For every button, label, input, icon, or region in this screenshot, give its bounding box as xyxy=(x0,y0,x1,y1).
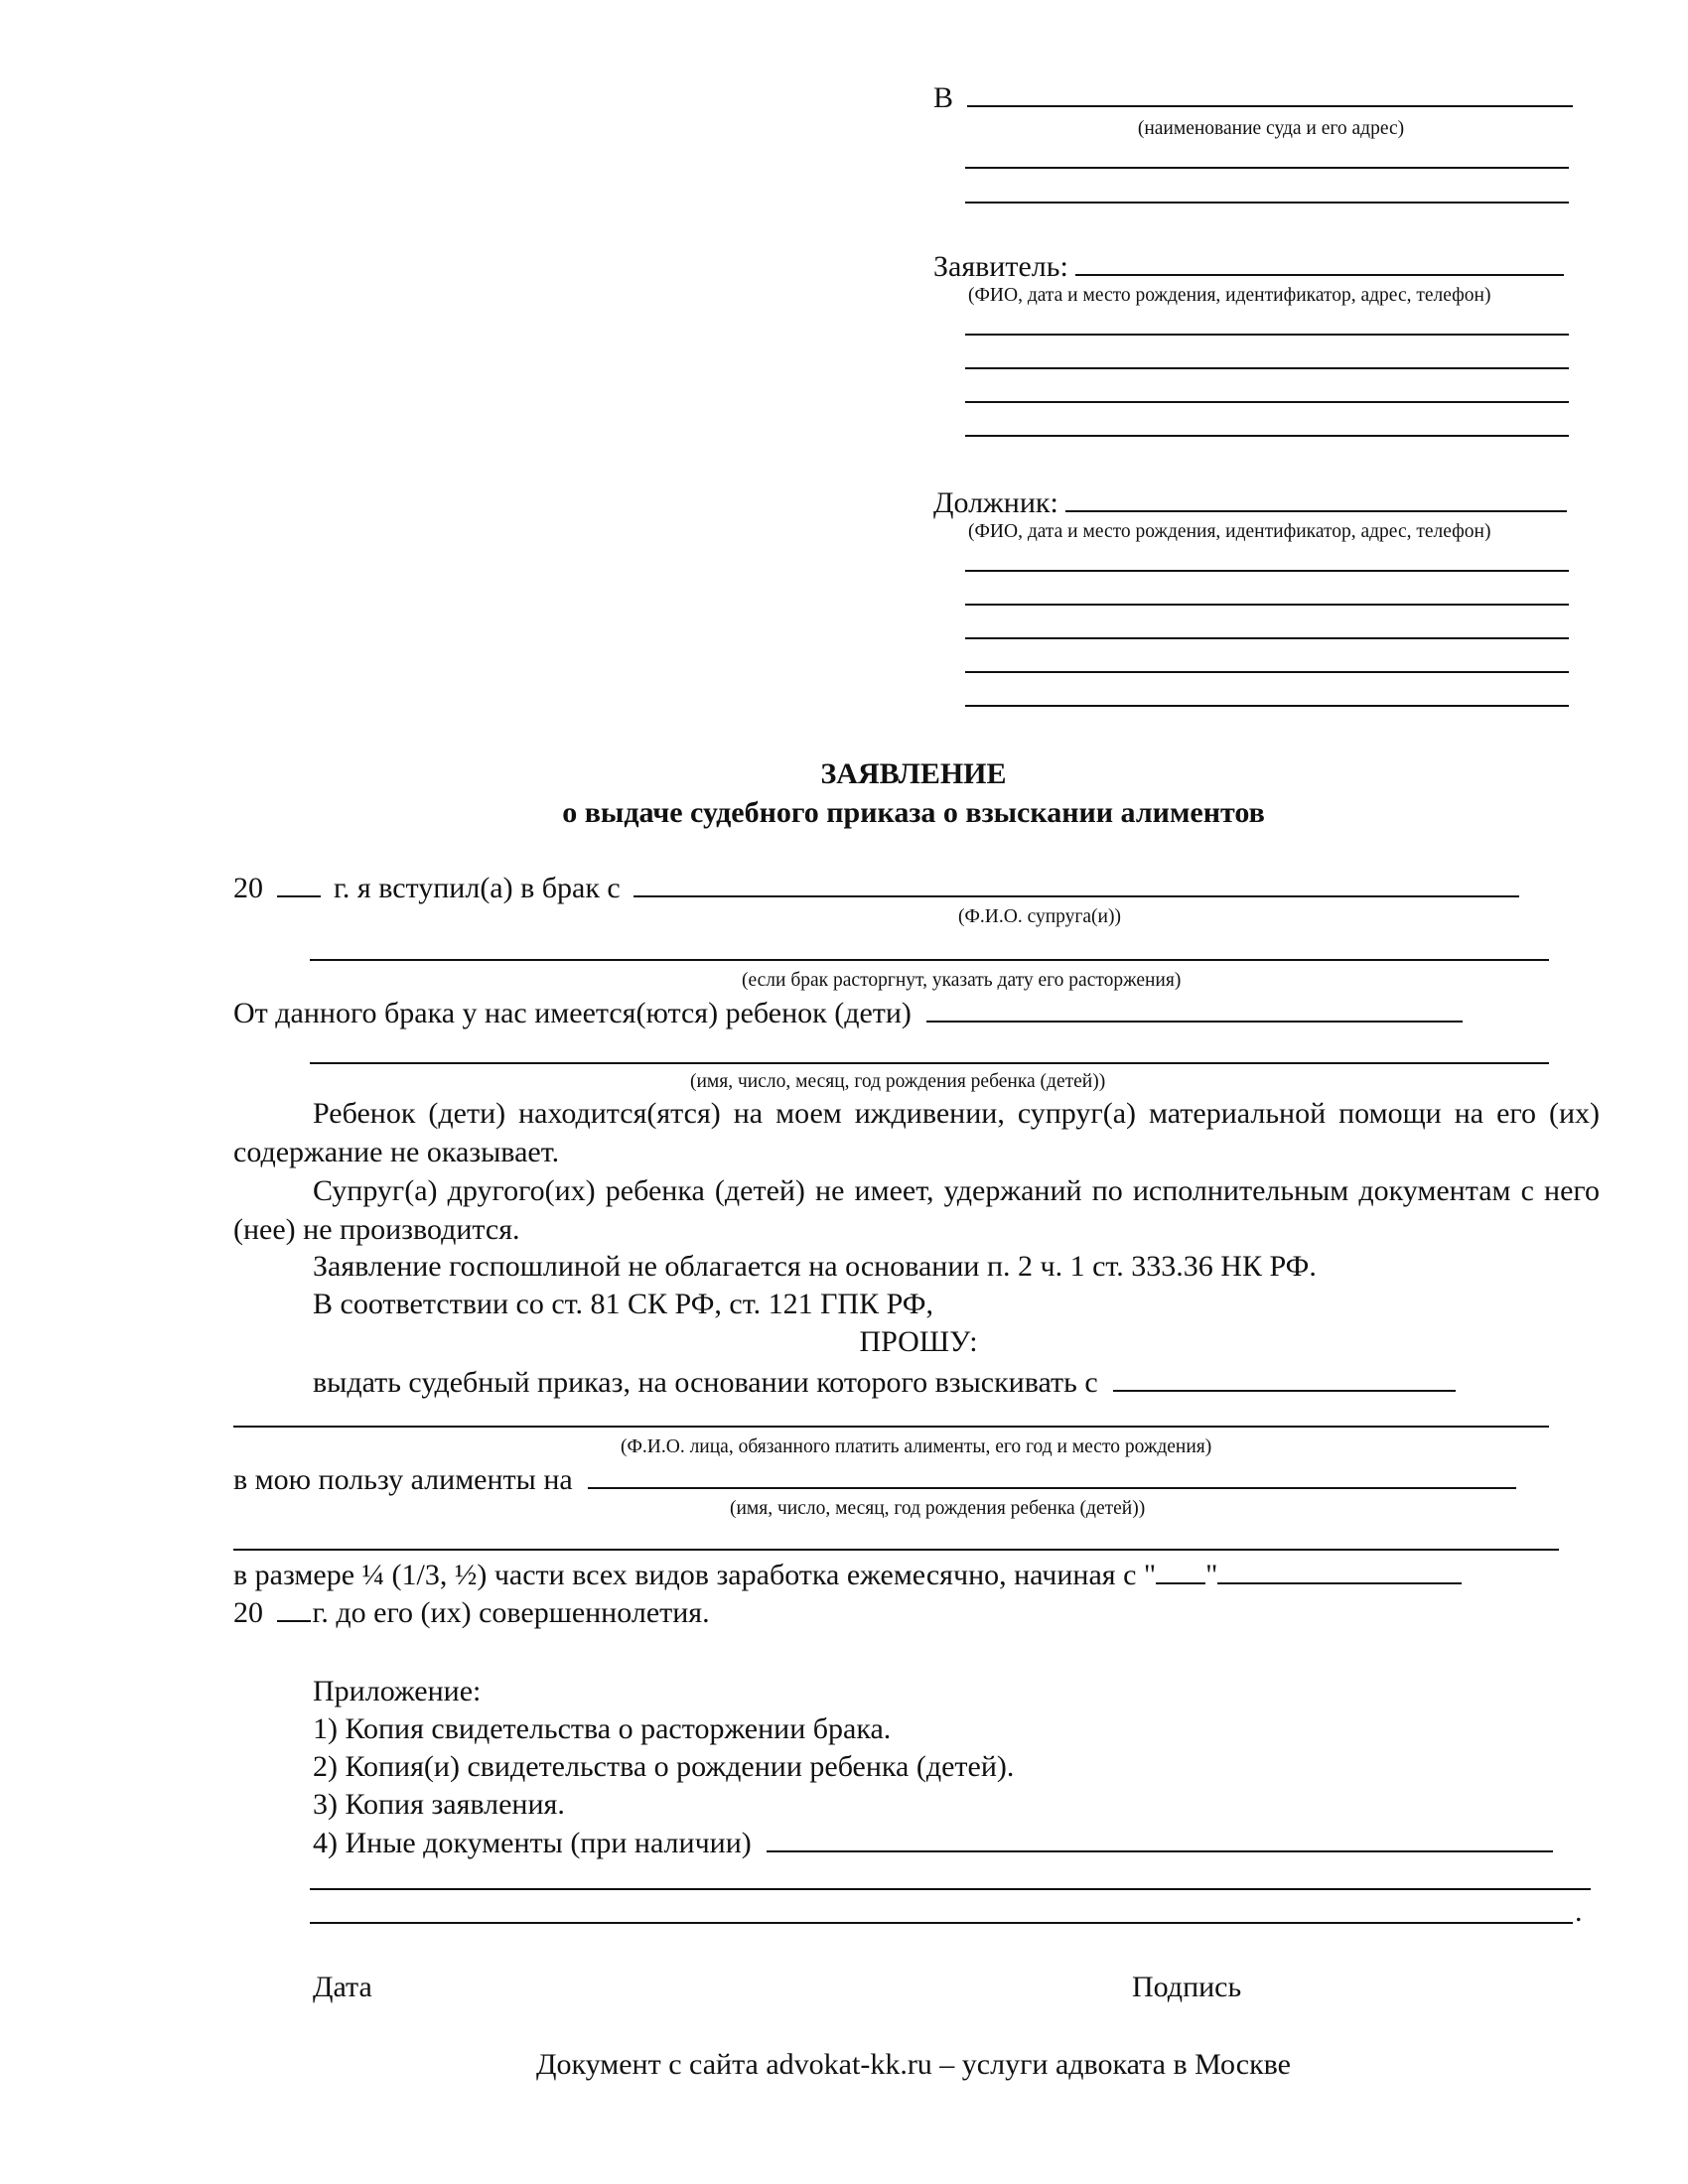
year-line-text: г. до его (их) совершеннолетия. xyxy=(312,1596,710,1629)
paragraph-fee: Заявление госпошлиной не облагается на основании п. 2 ч. 1 ст. 333.36 НК РФ. xyxy=(313,1250,1317,1283)
court-field[interactable] xyxy=(967,79,1573,107)
court-caption: (наименование суда и его адрес) xyxy=(1137,118,1405,139)
footer-source: Документ с сайта advokat-kk.ru – услуги адвоката в Москве xyxy=(536,2048,1291,2081)
debtor-label: Должник: xyxy=(933,486,1058,519)
applicant-line-2[interactable] xyxy=(965,367,1569,369)
start-day-field[interactable] xyxy=(1156,1557,1205,1584)
children-text: От данного брака у нас имеется(ются) ребенок (дети) xyxy=(233,997,912,1029)
court-address-line-1[interactable] xyxy=(965,167,1569,169)
paragraph-law: В соответствии со ст. 81 СК РФ, ст. 121 ГПК РФ, xyxy=(313,1288,933,1320)
spouse-name-field[interactable] xyxy=(633,870,1519,897)
alimony-child-field[interactable] xyxy=(588,1461,1516,1489)
paragraph-no-other: Супруг(а) другого(их) ребенка (детей) не имеет, удержаний по исполнительным документам с него (нее) не производится. xyxy=(233,1174,1600,1246)
debtor-line-1[interactable] xyxy=(965,570,1569,572)
obligor-line-2[interactable] xyxy=(233,1426,1549,1428)
alimony-text: в мою пользу алименты на xyxy=(233,1463,573,1496)
other-documents-line-2[interactable] xyxy=(310,1888,1591,1890)
attachment-item-3: 3) Копия заявления. xyxy=(313,1788,565,1821)
applicant-field[interactable] xyxy=(1075,248,1564,276)
document-subtitle: о выдаче судебного приказа о взыскании алиментов xyxy=(562,796,1265,829)
start-month-field[interactable] xyxy=(1217,1557,1462,1584)
amount-line xyxy=(233,1557,1462,1593)
request-line xyxy=(313,1364,1456,1401)
marriage-line xyxy=(233,870,1519,906)
children-line-2[interactable] xyxy=(310,1062,1549,1064)
debtor-caption: (ФИО, дата и место рождения, идентификатор, адрес, телефон) xyxy=(968,521,1491,542)
debtor-line-2[interactable] xyxy=(965,604,1569,606)
request-text: выдать судебный приказ, на основании которого взыскивать с xyxy=(313,1366,1098,1399)
applicant-label: Заявитель: xyxy=(933,250,1068,283)
attachment-item-2: 2) Копия(и) свидетельства о рождении ребенка (детей). xyxy=(313,1750,1015,1783)
year-line xyxy=(233,1594,710,1631)
amount-text: в размере ¼ (1/3, ½) части всех видов заработка ежемесячно, начиная с " xyxy=(233,1559,1157,1591)
debtor-line-5[interactable] xyxy=(965,705,1569,707)
obligor-field[interactable] xyxy=(1113,1364,1456,1392)
other-documents-period: . xyxy=(1575,1895,1583,1928)
document-title: ЗАЯВЛЕНИЕ xyxy=(820,757,1007,790)
court-address-line-2[interactable] xyxy=(965,202,1569,204)
court-prefix: В xyxy=(933,81,954,114)
alimony-line xyxy=(233,1461,1516,1498)
divorce-caption: (если брак расторгнут, указать дату его расторжения) xyxy=(742,970,1182,991)
applicant-line xyxy=(933,248,1564,285)
year-line-prefix: 20 xyxy=(233,1596,263,1629)
amount-quote-close: " xyxy=(1205,1559,1218,1591)
obligor-caption: (Ф.И.О. лица, обязанного платить алименты, его год и место рождения) xyxy=(621,1436,1212,1457)
alimony-line-2[interactable] xyxy=(233,1549,1559,1551)
signature-label: Подпись xyxy=(1132,1971,1242,2003)
children-field[interactable] xyxy=(926,995,1463,1023)
date-label: Дата xyxy=(313,1971,372,2003)
debtor-line-4[interactable] xyxy=(965,671,1569,673)
attachment-item-1: 1) Копия свидетельства о расторжении брака. xyxy=(313,1712,892,1745)
debtor-line xyxy=(933,484,1567,521)
spouse-caption: (Ф.И.О. супруга(и)) xyxy=(958,906,1121,927)
attachments-heading: Приложение: xyxy=(313,1675,482,1707)
applicant-line-3[interactable] xyxy=(965,401,1569,403)
other-documents-line-3[interactable] xyxy=(310,1922,1573,1924)
request-heading: ПРОШУ: xyxy=(859,1325,978,1358)
alimony-child-caption: (имя, число, месяц, год рождения ребенка (детей)) xyxy=(730,1498,1146,1519)
marriage-year-field[interactable] xyxy=(277,870,321,897)
marriage-text: г. я вступил(а) в брак с xyxy=(334,872,621,904)
marriage-year-prefix: 20 xyxy=(233,872,263,904)
debtor-line-3[interactable] xyxy=(965,637,1569,639)
court-line xyxy=(933,79,1573,116)
applicant-line-1[interactable] xyxy=(965,334,1569,336)
paragraph-dependency: Ребенок (дети) находится(ятся) на моем иждивении, супруг(а) материальной помощи на его (их) содержание не оказывает. xyxy=(233,1097,1600,1168)
divorce-date-line[interactable] xyxy=(310,959,1549,961)
start-year-field[interactable] xyxy=(277,1594,311,1622)
attachment-item-4: 4) Иные документы (при наличии) xyxy=(313,1827,752,1859)
debtor-field[interactable] xyxy=(1065,484,1567,512)
children-line xyxy=(233,995,1463,1031)
applicant-line-4[interactable] xyxy=(965,435,1569,437)
applicant-caption: (ФИО, дата и место рождения, идентификатор, адрес, телефон) xyxy=(968,285,1491,306)
attachment-item-4-line xyxy=(313,1825,1553,1861)
other-documents-field[interactable] xyxy=(767,1825,1553,1852)
children-caption: (имя, число, месяц, год рождения ребенка (детей)) xyxy=(690,1071,1106,1092)
